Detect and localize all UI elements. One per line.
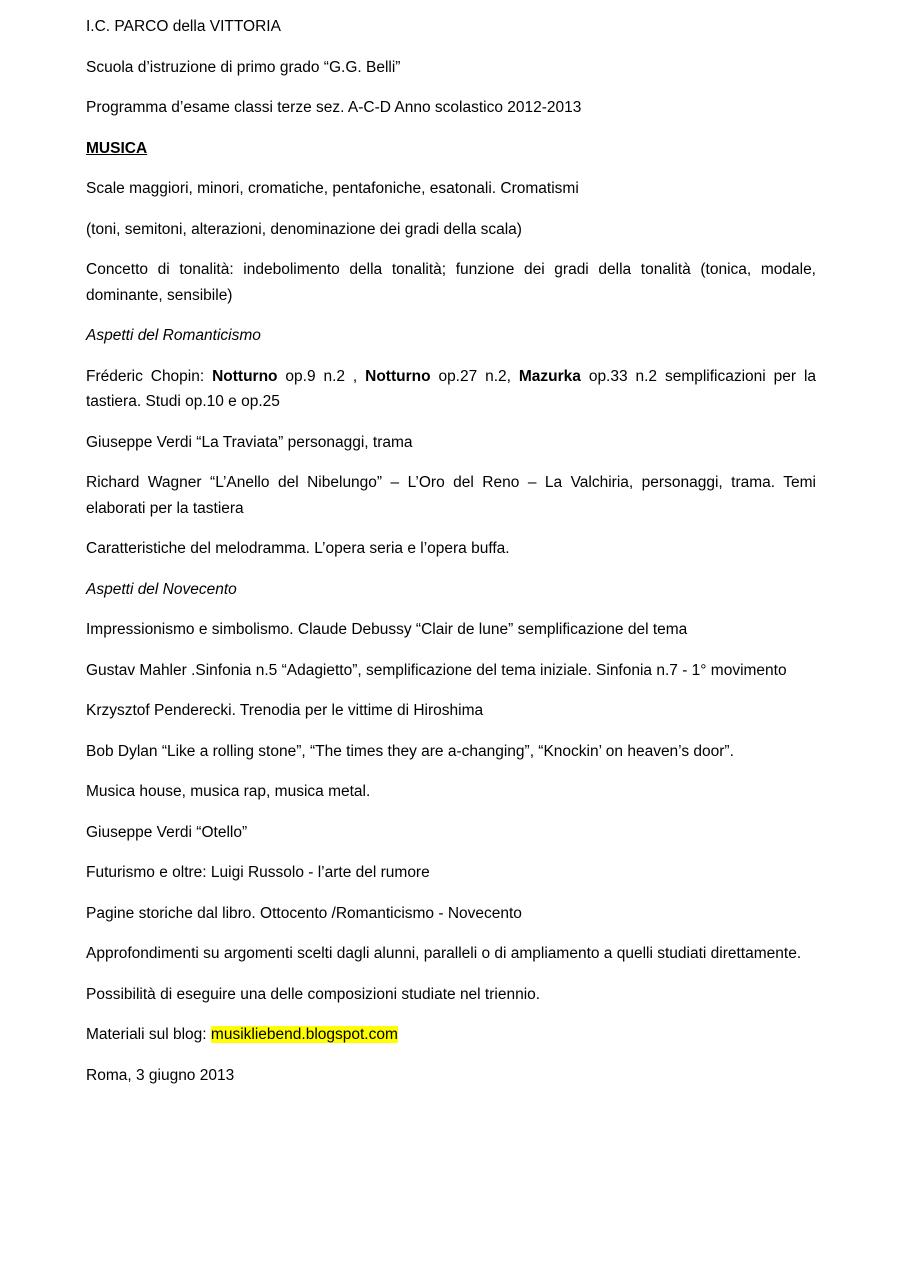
chopin-work-1: Notturno (212, 367, 278, 385)
chopin-text-2: op.27 n.2, (430, 367, 519, 385)
chopin-work-3: Mazurka (518, 367, 581, 385)
penderecki-line: Krzysztof Penderecki. Trenodia per le vittime di Hiroshima (86, 702, 484, 719)
chopin-work-2: Notturno (365, 367, 431, 385)
materiali-line (86, 1022, 816, 1048)
futurismo-line: Futurismo e oltre: Luigi Russolo - l’arte del rumore (86, 864, 430, 881)
house-line: Musica house, musica rap, musica metal. (86, 783, 371, 800)
subject-heading: MUSICA (86, 139, 148, 157)
debussy-line: Impressionismo e simbolismo. Claude Debussy “Clair de lune” semplificazione del tema (86, 621, 688, 638)
dylan-line: Bob Dylan “Like a rolling stone”, “The times they are a-changing”, “Knockin’ on heaven’s door”. (86, 742, 734, 760)
novecento-title: Aspetti del Novecento (86, 580, 237, 598)
scales-detail-line: (toni, semitoni, alterazioni, denominazione dei gradi della scala) (86, 220, 522, 238)
school-name: Scuola d’istruzione di primo grado “G.G. Belli” (86, 58, 401, 76)
institute-name: I.C. PARCO della VITTORIA (86, 18, 281, 35)
blog-link[interactable]: musikliebend.blogspot.com (210, 1026, 398, 1043)
melodramma-line: Caratteristiche del melodramma. L’opera seria e l’opera buffa. (86, 540, 510, 557)
materiali-prefix: Materiali sul blog: (86, 1026, 211, 1043)
wagner-paragraph: Richard Wagner “L’Anello del Nibelungo” – L’Oro del Reno – La Valchiria, personaggi, trama. Temi elaborati per la tastiera (86, 474, 816, 517)
program-title: Programma d’esame classi terze sez. A-C-D Anno scolastico 2012-2013 (86, 99, 582, 116)
possibilita-line: Possibilità di eseguire una delle composizioni studiate nel triennio. (86, 985, 541, 1003)
approfondimenti-paragraph: Approfondimenti su argomenti scelti dagli alunni, paralleli o di ampliamento a quelli studiati direttamente. (86, 945, 802, 962)
chopin-paragraph (86, 364, 816, 415)
chopin-prefix: Fréderic Chopin: (86, 367, 213, 385)
verdi-traviata-line: Giuseppe Verdi “La Traviata” personaggi, trama (86, 433, 413, 451)
mahler-paragraph: Gustav Mahler .Sinfonia n.5 “Adagietto”, semplificazione del tema iniziale. Sinfonia n.7 - 1° movimento (86, 661, 787, 679)
document-page (86, 14, 816, 1103)
chopin-text-3: op.33 n.2 semplificazioni per la tastiera. Studi op.10 e op.25 (86, 367, 817, 410)
chopin-text-1: op.9 n.2 , (277, 367, 366, 385)
tonality-paragraph: Concetto di tonalità: indebolimento della tonalità; funzione dei gradi della tonalità (tonica, modale, dominante, sensibile) (86, 261, 816, 304)
verdi-otello-line: Giuseppe Verdi “Otello” (86, 823, 248, 841)
romanticism-title: Aspetti del Romanticismo (86, 327, 261, 344)
pagine-line: Pagine storiche dal libro. Ottocento /Romanticismo - Novecento (86, 904, 522, 922)
scales-line: Scale maggiori, minori, cromatiche, pentafoniche, esatonali. Cromatismi (86, 180, 579, 197)
date-line: Roma, 3 giugno 2013 (86, 1066, 235, 1084)
